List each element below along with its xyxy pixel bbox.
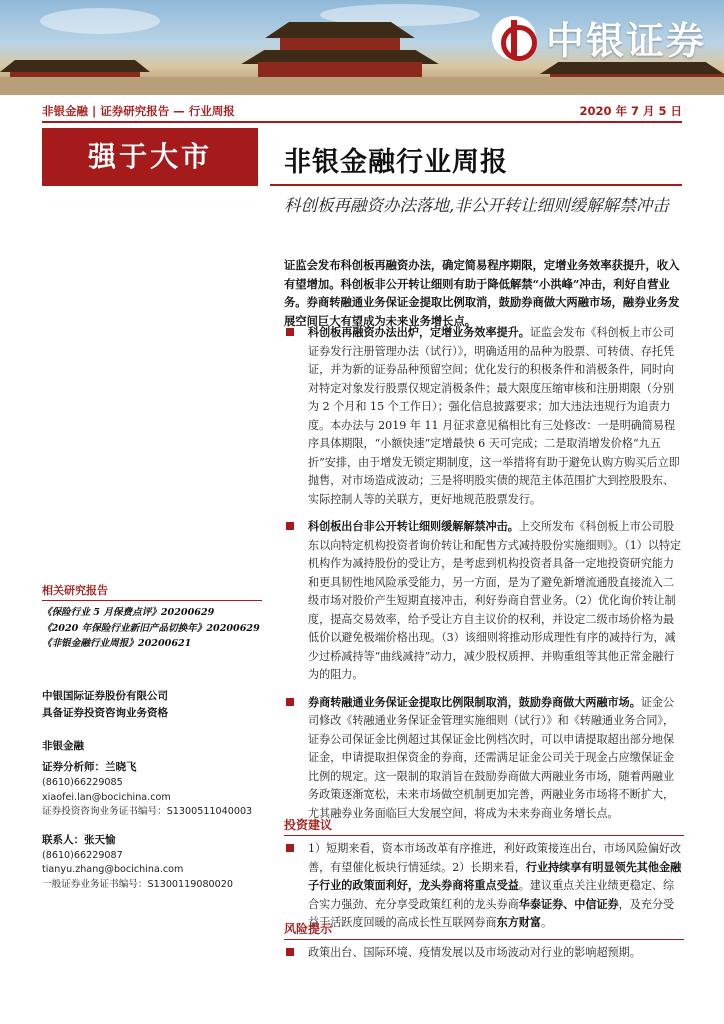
page-title: 非银金融行业周报 — [284, 147, 508, 178]
bullet-square-icon — [286, 844, 294, 852]
brand-logo — [492, 10, 706, 65]
investment-section — [284, 816, 684, 937]
title-divider — [270, 184, 682, 186]
contact-name: 联系人：张天愉 — [42, 833, 116, 846]
contact-phone: (8610)66229087 — [42, 849, 123, 861]
risk-text: 政策出台、国际环境、疫情发展以及市场波动对行业的影响超预期。 — [308, 946, 641, 959]
investment-heading: 投资建议 — [284, 816, 684, 836]
sector-label: 非银金融 — [42, 740, 84, 752]
company-qualification: 具备证券投资咨询业务资格 — [42, 707, 168, 719]
bank-of-china-logo-icon — [492, 16, 536, 60]
related-report-link[interactable]: 《2020 年保险行业新旧产品切换年》20200629 — [42, 622, 260, 634]
courtyard — [0, 77, 724, 95]
investment-text: 1）短期来看，资本市场改革有序推进，利好政策接连出台，市场风险偏好改善，有望催化板块行情延续。2）长期来看， — [308, 842, 682, 874]
related-report-link[interactable]: 《非银金融行业周报》20200621 — [42, 638, 192, 650]
analyst-info — [42, 738, 262, 892]
company-name: 中银国际证券股份有限公司 — [42, 690, 168, 702]
investment-text: 。建议重点关注业绩更稳定、综合实力强劲、充分享受政策红利的龙头券商 — [308, 879, 675, 911]
category-bar — [42, 101, 682, 123]
bullet-square-icon — [286, 698, 294, 706]
related-heading: 相关研究报告 — [42, 582, 262, 601]
key-point-body: 证监会发布《科创板上市公司证券发行注册管理办法（试行）》，明确适用的品种为股票、可转债、存托凭证，并为新的证券品种预留空间；优化发行的积极条件和消极条件，同时向对特定对象发行股票仅规定消极条件；最大限度压缩审核和注册期限（分别为 2 个月和 15 个工作日）；强化信息披露要求；加大违法违规行为追责力度。本办法与 2019 年 11 月征求意见稿相比有三处修改：一是明确简易程序具体期限，“小额快速”定增最快 6 天可完成；二是取消增发价格“九五折”安排，由于增发无锁定期制度，这一举措将有助于避免认购方购买后立即抛售，对市场造成波动；三是将明股实债的规范主体范围扩大到控股股东、实际控制人等的关联方，更好地规范股票发行。 — [308, 326, 680, 506]
key-point-lead: 科创板出台非公开转让细则缓解解禁冲击。 — [308, 520, 519, 533]
analyst-phone: (8610)66229085 — [42, 777, 123, 788]
rating-badge: 强于大市 — [42, 128, 258, 186]
summary-paragraph: 证监会发布科创板再融资办法，确定简易程序期限，定增业务效率获提升，收入有望增加。科创板非公开转让细则有助于降低解禁“小洪峰”冲击，利好自营业务。券商转融通业务保证金提取比例取消，鼓励券商做大两融市场，融券业务发展空间巨大有望成为未来业务增长点。 — [284, 258, 680, 328]
contact-email[interactable]: tianyu.zhang@bocichina.com — [42, 864, 184, 875]
company-info — [42, 688, 262, 722]
header-banner — [0, 0, 724, 95]
investment-highlight: 行业持续享有明显领先其他金融子行业的政策面利好，龙头券商将重点受益 — [308, 860, 682, 892]
key-point — [284, 324, 684, 509]
key-point-lead: 科创板再融资办法出炉，定增业务效率提升。 — [308, 326, 530, 339]
brand-name: 中银证券 — [545, 19, 706, 63]
palace-hall-icon — [258, 62, 422, 78]
analyst-cert: 证券投资咨询业务证书编号：S1300511040003 — [42, 806, 253, 817]
related-reports — [42, 582, 262, 652]
analyst-name: 证券分析师：兰晓飞 — [42, 761, 137, 773]
investment-text: ，及充分受益于活跃度回暖的高成长性互联网券商 — [308, 897, 675, 929]
page-subtitle: 科创板再融资办法落地,非公开转让细则缓解解禁冲击 — [284, 196, 669, 215]
key-point-body: 证金公司修改《转融通业务保证金管理实施细则（试行）》和《转融通业务合同》，证券公司保证金比例超过其保证金比例档次时，可以申请提取超出部分地保证金，申请提取担保资金的券商，还需满足证金公司关于现金占应缴保证金比例的规定。这一限制的取消旨在鼓励券商做大两融业务市场，随着两融业务政策逐渐宽松，未来市场做空机制更加完善，两融业务市场将不断扩大，尤其融券业务面临巨大发展空间，将成为未来券商业务增长点。 — [308, 695, 675, 820]
investment-highlight: 东方财富 — [496, 916, 541, 929]
bullet-square-icon — [286, 522, 294, 530]
report-date: 2020 年 7 月 5 日 — [579, 104, 682, 118]
investment-text: 。 — [541, 916, 553, 929]
bullet-square-icon — [286, 328, 294, 336]
analyst-email[interactable]: xiaofei.lan@bocichina.com — [42, 791, 171, 803]
key-point-lead: 券商转融通业务保证金提取比例限制取消，鼓励券商做大两融市场。 — [308, 695, 641, 709]
investment-point — [284, 840, 684, 933]
side-roof-icon — [0, 60, 150, 72]
key-point — [284, 518, 684, 685]
cloud-shape — [40, 8, 160, 34]
risk-section — [284, 920, 684, 967]
investment-highlight: 华泰证券、中信证券 — [518, 897, 619, 911]
key-point-body: 上交所发布《科创板上市公司股东以向特定机构投资者询价转让和配售方式减持股份实施细则》。（1）以特定机构作为减持股份的受让方，是考虑到机构投资者具备一定地投资研究能力和更具韧性地风险承受能力，另一方面，是为了避免新增流通股直接流入二级市场对股价产生短期直接冲击，利好券商自营业务。（2）优化询价转让制度，提高交易效率，给予受让方自主议价的权利，并设定二级市场价格为最低价以避免极端价格出现。（3）该细则将推动形成理性有序的减持行为，减少过桥减持等“曲线减持”动力，减少股权质押、并购重组等其他正常金融行为的阻力。 — [308, 520, 682, 681]
related-report-link[interactable]: 《保险行业 5 月保费点评》20200629 — [42, 607, 215, 618]
contact-cert: 一般证券业务证书编号：S1300119080020 — [42, 878, 233, 890]
risk-point — [284, 944, 684, 963]
risk-heading: 风险提示 — [284, 920, 684, 940]
key-points — [284, 324, 684, 832]
bullet-square-icon — [286, 948, 294, 956]
report-category: 非银金融 | 证券研究报告 — 行业周报 — [42, 104, 235, 118]
key-point — [284, 694, 684, 824]
